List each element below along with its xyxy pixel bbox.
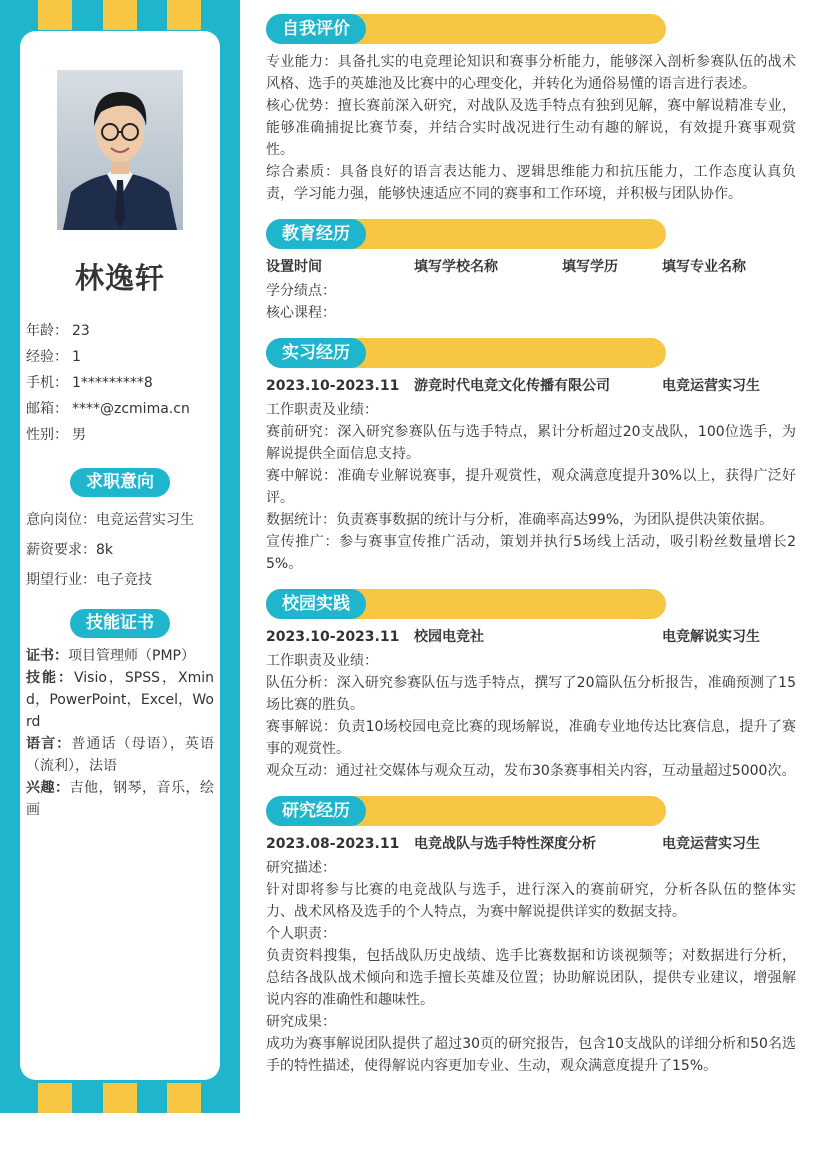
decor-stripe xyxy=(38,0,72,30)
profile-value: 23 xyxy=(72,323,90,339)
candidate-name: 林逸轩 xyxy=(74,261,165,295)
profile-value: 男 xyxy=(72,427,86,443)
intent-position xyxy=(26,505,194,535)
education-header xyxy=(266,219,666,249)
internship-paragraph: 赛前研究：深入研究参赛队伍与选手特点，累计分析超过20支战队，100位选手，为解说提供全面信息支持。 xyxy=(266,424,796,462)
intent-label: 薪资要求： xyxy=(26,542,96,558)
internship-body xyxy=(266,399,796,575)
decor-stripe xyxy=(103,0,137,30)
intent-section-title: 求职意向 xyxy=(70,468,170,497)
internship-org: 游竞时代电竞文化传播有限公司 xyxy=(414,378,610,394)
profile-phone xyxy=(26,370,190,396)
research-paragraph: 个人职责： xyxy=(266,926,336,942)
intent-industry xyxy=(26,565,194,595)
decor-stripe xyxy=(103,1083,137,1113)
intent-value: 电子竞技 xyxy=(96,572,152,588)
skill-label: 技能： xyxy=(26,670,74,686)
profile-value: 1 xyxy=(72,349,81,365)
research-header xyxy=(266,796,666,826)
education-courses: 核心课程： xyxy=(266,305,336,321)
education-degree: 填写学历 xyxy=(562,259,618,275)
profile-email xyxy=(26,396,190,422)
skill-label: 语言： xyxy=(26,736,72,752)
skills-list xyxy=(26,645,214,821)
profile-fields xyxy=(26,318,190,448)
education-time: 设置时间 xyxy=(266,259,322,275)
education-details xyxy=(266,280,796,324)
portrait-icon xyxy=(57,70,183,230)
section-title: 校园实践 xyxy=(266,589,366,619)
profile-label: 邮箱： xyxy=(26,401,68,417)
campus-paragraph: 观众互动：通过社交媒体与观众互动，发布30条赛事相关内容，互动量超过5000次。 xyxy=(266,763,796,779)
profile-age xyxy=(26,318,190,344)
internship-summary xyxy=(266,375,796,397)
portrait-photo xyxy=(57,70,183,230)
intent-label: 意向岗位： xyxy=(26,512,96,528)
profile-label: 手机： xyxy=(26,375,68,391)
skill-value: 普通话（母语），英语（流利），法语 xyxy=(26,736,214,774)
research-role: 电竞运营实习生 xyxy=(662,836,760,852)
self-eval-body xyxy=(266,51,796,205)
intent-salary xyxy=(26,535,194,565)
education-gpa: 学分绩点： xyxy=(266,283,336,299)
profile-label: 性别： xyxy=(26,427,68,443)
campus-role: 电竞解说实习生 xyxy=(662,629,760,645)
research-paragraph: 负责资料搜集，包括战队历史战绩、选手比赛数据和访谈视频等；对数据进行分析，总结各战队战术倾向和选手擅长英雄及位置；协助解说团队，提供专业建议，增强解说内容的准确性和趣味性。 xyxy=(266,948,796,1008)
section-title: 实习经历 xyxy=(266,338,366,368)
education-major: 填写专业名称 xyxy=(662,259,746,275)
research-paragraph: 成功为赛事解说团队提供了超过30页的研究报告，包含10支战队的详细分析和50名选手的特性描述，使得解说内容更加专业、生动，观众满意度提升了15%。 xyxy=(266,1036,796,1074)
profile-label: 年龄： xyxy=(26,323,68,339)
self-eval-paragraph: 专业能力：具备扎实的电竞理论知识和赛事分析能力，能够深入剖析参赛队伍的战术风格、选手的英雄池及比赛中的心理变化，并转化为通俗易懂的语言进行表述。 xyxy=(266,54,796,92)
profile-experience xyxy=(26,344,190,370)
self-eval-paragraph: 综合素质：具备良好的语言表达能力、逻辑思维能力和抗压能力，工作态度认真负责，学习能力强，能够快速适应不同的赛事和工作环境，并积极与团队协作。 xyxy=(266,164,796,202)
education-summary xyxy=(266,256,796,278)
internship-header xyxy=(266,338,666,368)
campus-paragraph: 队伍分析：深入研究参赛队伍与选手特点，撰写了20篇队伍分析报告，准确预测了15场比赛的胜负。 xyxy=(266,675,796,713)
self-eval-paragraph: 核心优势：擅长赛前深入研究，对战队及选手特点有独到见解，赛中解说精准专业，能够准确捕捉比赛节奏，并结合实时战况进行生动有趣的解说，有效提升赛事观赏性。 xyxy=(266,98,796,158)
skill-label: 兴趣： xyxy=(26,780,70,796)
research-paragraph: 研究成果： xyxy=(266,1014,336,1030)
internship-paragraph: 工作职责及业绩： xyxy=(266,402,378,418)
research-paragraph: 研究描述： xyxy=(266,860,336,876)
campus-header xyxy=(266,589,666,619)
research-paragraph: 针对即将参与比赛的电竞战队与选手，进行深入的赛前研究，分析各队伍的整体实力、战术风格及选手的个人特点，为赛中解说提供详实的数据支持。 xyxy=(266,882,796,920)
skill-value: 吉他，钢琴，音乐，绘画 xyxy=(26,780,214,818)
intent-list xyxy=(26,505,194,595)
research-summary xyxy=(266,833,796,855)
decor-stripe xyxy=(167,0,201,30)
profile-label: 经验： xyxy=(26,349,68,365)
skill-value: Visio，SPSS，Xmind，PowerPoint，Excel，Word xyxy=(26,670,214,730)
profile-value: ****@zcmima.cn xyxy=(72,401,190,417)
internship-role: 电竞运营实习生 xyxy=(662,378,760,394)
skill-certificate xyxy=(26,645,214,667)
campus-time: 2023.10-2023.11 xyxy=(266,629,400,645)
section-title: 研究经历 xyxy=(266,796,366,826)
skill-value: 项目管理师（PMP） xyxy=(68,648,195,664)
internship-paragraph: 赛中解说：准确专业解说赛事，提升观赏性，观众满意度提升30%以上，获得广泛好评。 xyxy=(266,468,796,506)
intent-value: 电竞运营实习生 xyxy=(96,512,194,528)
research-org: 电竞战队与选手特性深度分析 xyxy=(414,836,596,852)
self-eval-header xyxy=(266,14,666,44)
decor-stripe xyxy=(38,1083,72,1113)
profile-value: 1*********8 xyxy=(72,375,153,391)
campus-body xyxy=(266,650,796,782)
intent-value: 8k xyxy=(96,542,114,558)
campus-paragraph: 赛事解说：负责10场校园电竞比赛的现场解说，准确专业地传达比赛信息，提升了赛事的观赏性。 xyxy=(266,719,796,757)
skill-label: 证书： xyxy=(26,648,68,664)
skills-section-title: 技能证书 xyxy=(70,609,170,638)
section-title: 自我评价 xyxy=(266,14,366,44)
internship-paragraph: 宣传推广：参与赛事宣传推广活动，策划并执行5场线上活动，吸引粉丝数量增长25%。 xyxy=(266,534,796,572)
skill-languages xyxy=(26,733,214,777)
skill-tools xyxy=(26,667,214,733)
profile-gender xyxy=(26,422,190,448)
internship-paragraph: 数据统计：负责赛事数据的统计与分析，准确率高达99%，为团队提供决策依据。 xyxy=(266,512,774,528)
skill-hobbies xyxy=(26,777,214,821)
campus-paragraph: 工作职责及业绩： xyxy=(266,653,378,669)
campus-org: 校园电竞社 xyxy=(414,629,484,645)
research-body xyxy=(266,857,796,1077)
education-school: 填写学校名称 xyxy=(414,259,498,275)
intent-label: 期望行业： xyxy=(26,572,96,588)
section-title: 教育经历 xyxy=(266,219,366,249)
internship-time: 2023.10-2023.11 xyxy=(266,378,400,394)
campus-summary xyxy=(266,626,796,648)
decor-stripe xyxy=(167,1083,201,1113)
research-time: 2023.08-2023.11 xyxy=(266,836,400,852)
